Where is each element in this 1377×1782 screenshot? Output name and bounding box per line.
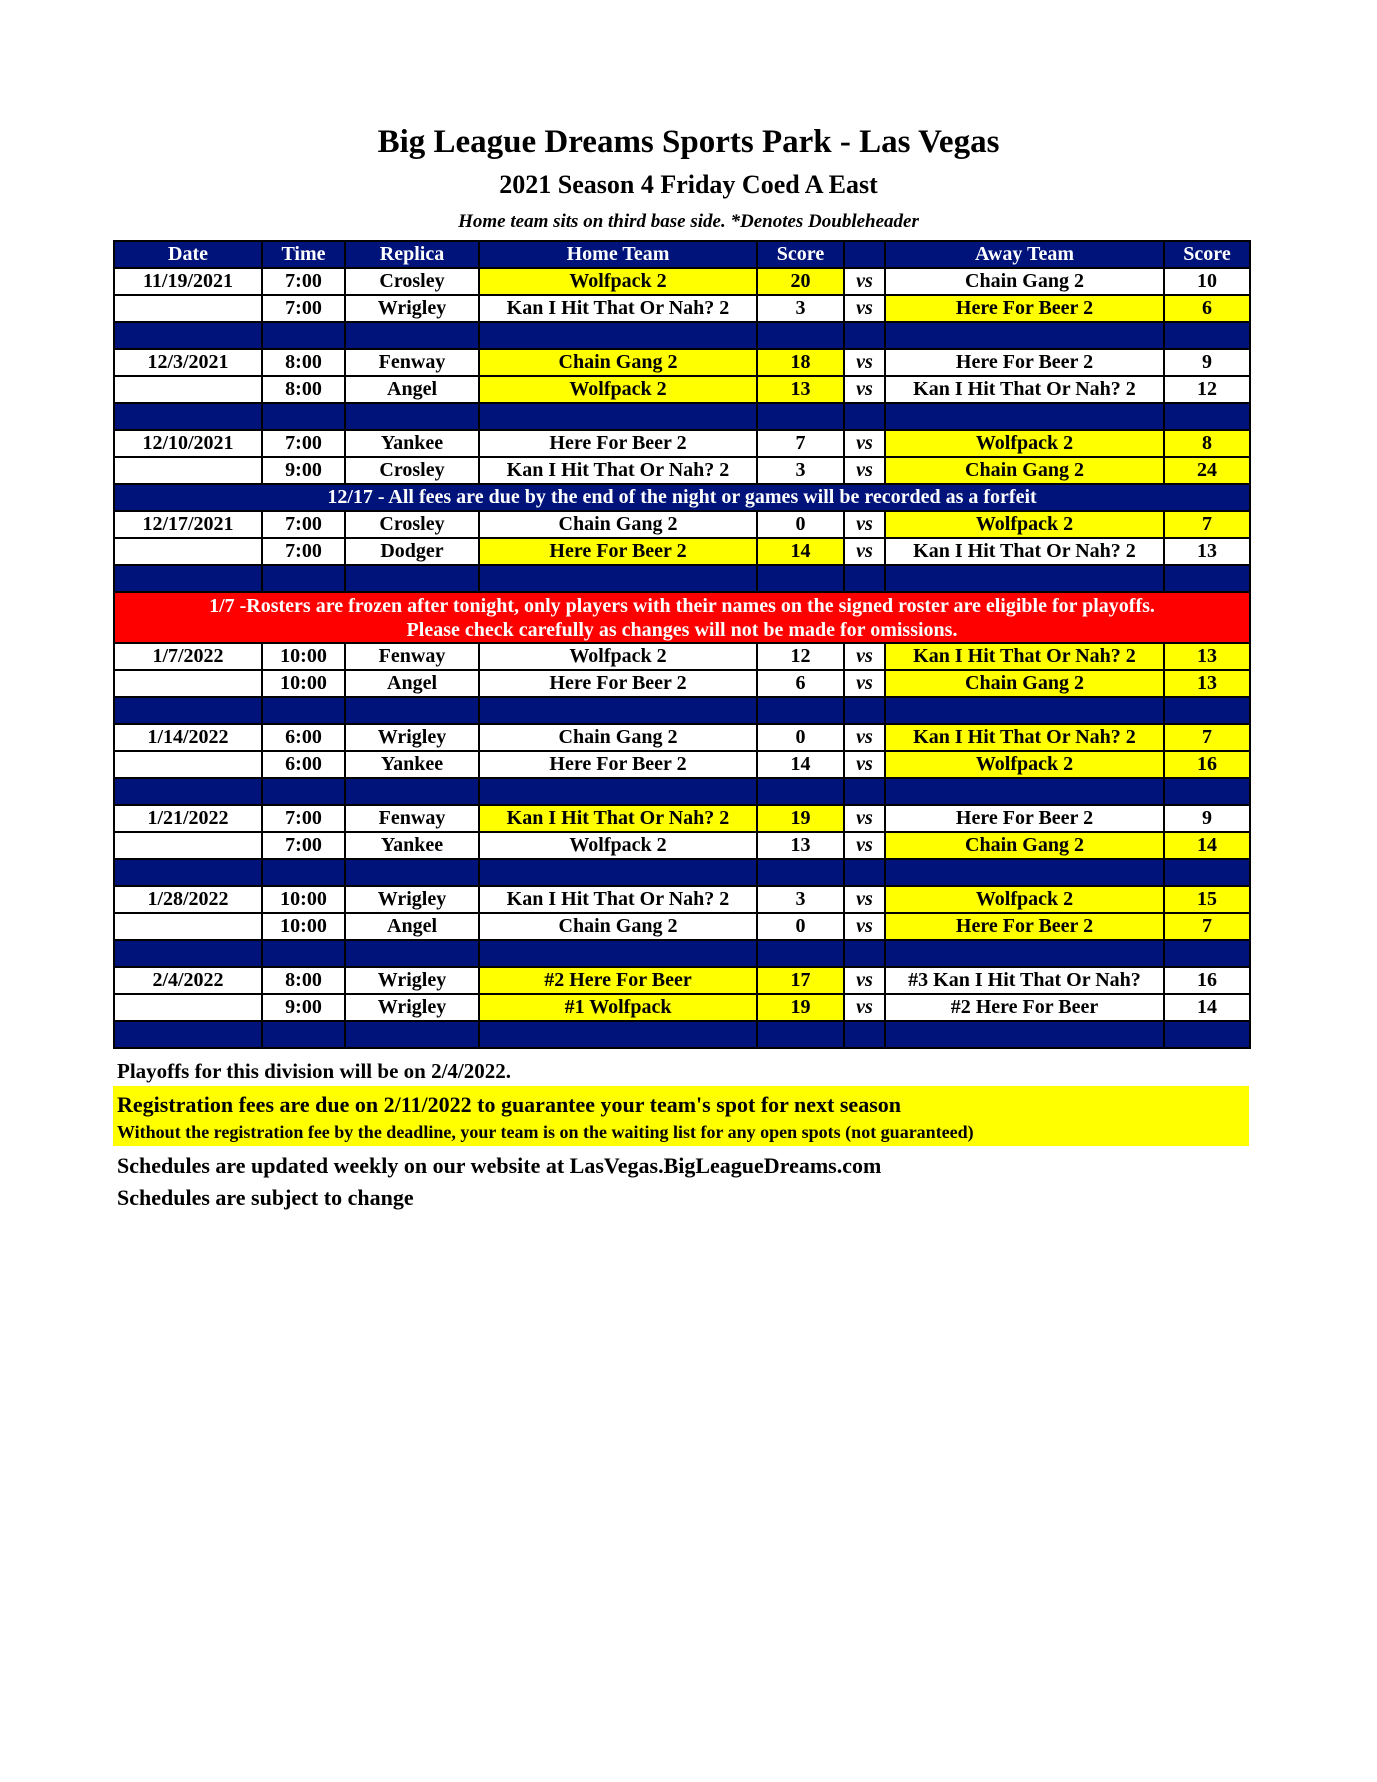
fee-notice-row — [114, 484, 1250, 511]
game-row — [114, 511, 1250, 538]
separator-cell — [885, 859, 1164, 886]
vs-label: vs — [844, 295, 885, 322]
separator-cell — [885, 940, 1164, 967]
separator-cell — [757, 322, 844, 349]
separator-cell — [345, 697, 479, 724]
away-score: 16 — [1164, 967, 1250, 994]
separator-cell — [885, 322, 1164, 349]
away-score: 8 — [1164, 430, 1250, 457]
home-score: 19 — [757, 994, 844, 1021]
vs-label: vs — [844, 913, 885, 940]
away-score: 7 — [1164, 511, 1250, 538]
game-row — [114, 430, 1250, 457]
separator-cell — [345, 778, 479, 805]
separator-row — [114, 565, 1250, 592]
game-field: Fenway — [345, 349, 479, 376]
away-score: 14 — [1164, 832, 1250, 859]
game-field: Wrigley — [345, 886, 479, 913]
separator-cell — [844, 403, 885, 430]
separator-cell — [1164, 403, 1250, 430]
separator-row — [114, 403, 1250, 430]
game-field: Wrigley — [345, 295, 479, 322]
separator-cell — [262, 1021, 345, 1048]
away-score: 16 — [1164, 751, 1250, 778]
game-time: 8:00 — [262, 349, 345, 376]
game-field: Angel — [345, 913, 479, 940]
vs-label: vs — [844, 457, 885, 484]
game-date: 12/10/2021 — [114, 430, 262, 457]
away-team: Wolfpack 2 — [885, 430, 1164, 457]
separator-cell — [757, 859, 844, 886]
away-team: Here For Beer 2 — [885, 913, 1164, 940]
home-score: 3 — [757, 457, 844, 484]
home-score: 13 — [757, 376, 844, 403]
game-time: 10:00 — [262, 886, 345, 913]
home-team: Wolfpack 2 — [479, 268, 757, 295]
game-row — [114, 832, 1250, 859]
separator-cell — [114, 565, 262, 592]
game-time: 9:00 — [262, 457, 345, 484]
separator-cell — [844, 697, 885, 724]
away-score: 7 — [1164, 913, 1250, 940]
separator-cell — [844, 778, 885, 805]
game-row — [114, 913, 1250, 940]
game-field: Crosley — [345, 268, 479, 295]
game-date: 12/3/2021 — [114, 349, 262, 376]
away-team: Kan I Hit That Or Nah? 2 — [885, 724, 1164, 751]
game-time: 6:00 — [262, 724, 345, 751]
home-score: 0 — [757, 511, 844, 538]
separator-cell — [479, 565, 757, 592]
header-row — [114, 241, 1250, 268]
away-score: 13 — [1164, 643, 1250, 670]
separator-cell — [885, 565, 1164, 592]
away-team: Kan I Hit That Or Nah? 2 — [885, 376, 1164, 403]
game-field: Wrigley — [345, 724, 479, 751]
away-score: 14 — [1164, 994, 1250, 1021]
home-score: 19 — [757, 805, 844, 832]
away-team: Wolfpack 2 — [885, 511, 1164, 538]
away-score: 7 — [1164, 724, 1250, 751]
game-field: Crosley — [345, 511, 479, 538]
game-row — [114, 268, 1250, 295]
game-time: 8:00 — [262, 376, 345, 403]
fee-notice: 12/17 - All fees are due by the end of the night or games will be recorded as a forfeit — [114, 484, 1250, 511]
away-score: 9 — [1164, 805, 1250, 832]
home-score: 0 — [757, 724, 844, 751]
game-field: Angel — [345, 670, 479, 697]
game-date — [114, 751, 262, 778]
separator-cell — [479, 859, 757, 886]
home-team: Kan I Hit That Or Nah? 2 — [479, 295, 757, 322]
playoffs-note: Playoffs for this division will be on 2/4/2022. — [117, 1059, 511, 1083]
separator-cell — [885, 697, 1164, 724]
home-score: 6 — [757, 670, 844, 697]
away-team: Here For Beer 2 — [885, 295, 1164, 322]
home-team: Wolfpack 2 — [479, 376, 757, 403]
separator-cell — [844, 940, 885, 967]
away-score: 15 — [1164, 886, 1250, 913]
away-team: Chain Gang 2 — [885, 832, 1164, 859]
home-team: Here For Beer 2 — [479, 670, 757, 697]
vs-label: vs — [844, 724, 885, 751]
vs-label: vs — [844, 376, 885, 403]
game-time: 9:00 — [262, 994, 345, 1021]
game-date — [114, 913, 262, 940]
separator-cell — [1164, 322, 1250, 349]
column-header-home-score: Score — [757, 241, 844, 268]
home-team: Chain Gang 2 — [479, 913, 757, 940]
away-score: 13 — [1164, 670, 1250, 697]
home-team: Chain Gang 2 — [479, 724, 757, 751]
separator-cell — [479, 1021, 757, 1048]
home-score: 12 — [757, 643, 844, 670]
game-row — [114, 376, 1250, 403]
separator-cell — [885, 778, 1164, 805]
game-date: 1/21/2022 — [114, 805, 262, 832]
roster-alert-line-2: Please check carefully as changes will not be made for omissions. — [406, 618, 958, 641]
game-date — [114, 457, 262, 484]
game-field: Fenway — [345, 805, 479, 832]
separator-row — [114, 322, 1250, 349]
column-header-date: Date — [114, 241, 262, 268]
game-date: 1/14/2022 — [114, 724, 262, 751]
page-subtitle: 2021 Season 4 Friday Coed A East — [499, 170, 878, 199]
separator-cell — [757, 778, 844, 805]
vs-label: vs — [844, 349, 885, 376]
separator-cell — [345, 859, 479, 886]
roster-alert-row — [114, 592, 1250, 643]
separator-cell — [262, 403, 345, 430]
game-time: 7:00 — [262, 538, 345, 565]
game-time: 7:00 — [262, 832, 345, 859]
game-row — [114, 805, 1250, 832]
vs-label: vs — [844, 751, 885, 778]
column-header-vs — [844, 241, 885, 268]
home-score: 14 — [757, 751, 844, 778]
home-team: Kan I Hit That Or Nah? 2 — [479, 805, 757, 832]
separator-cell — [262, 859, 345, 886]
away-team: Here For Beer 2 — [885, 805, 1164, 832]
registration-subnote: Without the registration fee by the deadline, your team is on the waiting list for any open spots (not guaranteed) — [117, 1122, 974, 1142]
game-row — [114, 349, 1250, 376]
separator-cell — [262, 697, 345, 724]
home-team: Here For Beer 2 — [479, 751, 757, 778]
vs-label: vs — [844, 538, 885, 565]
away-team: #2 Here For Beer — [885, 994, 1164, 1021]
home-team: Here For Beer 2 — [479, 430, 757, 457]
vs-label: vs — [844, 967, 885, 994]
home-score: 3 — [757, 295, 844, 322]
away-team: Kan I Hit That Or Nah? 2 — [885, 538, 1164, 565]
registration-notice: Registration fees are due on 2/11/2022 to guarantee your team's spot for next season — [117, 1092, 901, 1117]
home-score: 13 — [757, 832, 844, 859]
game-row — [114, 724, 1250, 751]
game-time: 6:00 — [262, 751, 345, 778]
separator-cell — [844, 859, 885, 886]
game-field: Yankee — [345, 430, 479, 457]
game-date: 1/7/2022 — [114, 643, 262, 670]
separator-cell — [345, 565, 479, 592]
game-time: 8:00 — [262, 967, 345, 994]
away-team: Wolfpack 2 — [885, 751, 1164, 778]
game-date — [114, 670, 262, 697]
away-team: Chain Gang 2 — [885, 457, 1164, 484]
separator-cell — [262, 778, 345, 805]
separator-cell — [844, 1021, 885, 1048]
game-field: Dodger — [345, 538, 479, 565]
game-field: Yankee — [345, 832, 479, 859]
game-row — [114, 643, 1250, 670]
game-row — [114, 457, 1250, 484]
separator-cell — [114, 1021, 262, 1048]
separator-cell — [262, 940, 345, 967]
game-field: Yankee — [345, 751, 479, 778]
subject-to-change-note: Schedules are subject to change — [117, 1185, 414, 1210]
separator-cell — [345, 1021, 479, 1048]
separator-cell — [885, 1021, 1164, 1048]
separator-cell — [479, 697, 757, 724]
away-score: 9 — [1164, 349, 1250, 376]
game-date — [114, 538, 262, 565]
game-time: 7:00 — [262, 430, 345, 457]
home-team: #1 Wolfpack — [479, 994, 757, 1021]
away-team: #3 Kan I Hit That Or Nah? — [885, 967, 1164, 994]
game-row — [114, 538, 1250, 565]
separator-cell — [757, 940, 844, 967]
separator-cell — [479, 403, 757, 430]
separator-cell — [262, 322, 345, 349]
game-date — [114, 994, 262, 1021]
game-time: 7:00 — [262, 295, 345, 322]
home-score: 14 — [757, 538, 844, 565]
separator-cell — [479, 940, 757, 967]
separator-cell — [1164, 697, 1250, 724]
vs-label: vs — [844, 511, 885, 538]
away-team: Here For Beer 2 — [885, 349, 1164, 376]
home-team: Kan I Hit That Or Nah? 2 — [479, 457, 757, 484]
separator-cell — [1164, 565, 1250, 592]
game-row — [114, 751, 1250, 778]
away-score: 10 — [1164, 268, 1250, 295]
game-date — [114, 832, 262, 859]
separator-cell — [114, 403, 262, 430]
separator-cell — [757, 1021, 844, 1048]
away-team: Wolfpack 2 — [885, 886, 1164, 913]
home-team: Chain Gang 2 — [479, 511, 757, 538]
home-team: #2 Here For Beer — [479, 967, 757, 994]
game-time: 7:00 — [262, 268, 345, 295]
game-time: 10:00 — [262, 913, 345, 940]
game-row — [114, 967, 1250, 994]
game-time: 7:00 — [262, 805, 345, 832]
game-date — [114, 376, 262, 403]
game-row — [114, 886, 1250, 913]
separator-cell — [757, 697, 844, 724]
game-field: Angel — [345, 376, 479, 403]
separator-cell — [114, 859, 262, 886]
game-row — [114, 670, 1250, 697]
home-score: 3 — [757, 886, 844, 913]
away-score: 24 — [1164, 457, 1250, 484]
home-score: 18 — [757, 349, 844, 376]
away-team: Chain Gang 2 — [885, 268, 1164, 295]
column-header-away-score: Score — [1164, 241, 1250, 268]
home-team: Kan I Hit That Or Nah? 2 — [479, 886, 757, 913]
separator-cell — [479, 322, 757, 349]
home-score: 7 — [757, 430, 844, 457]
game-field: Wrigley — [345, 994, 479, 1021]
separator-cell — [114, 322, 262, 349]
separator-cell — [114, 778, 262, 805]
website-note: Schedules are updated weekly on our website at LasVegas.BigLeagueDreams.com — [117, 1153, 882, 1178]
separator-cell — [757, 403, 844, 430]
away-score: 12 — [1164, 376, 1250, 403]
game-date: 1/28/2022 — [114, 886, 262, 913]
separator-cell — [114, 697, 262, 724]
separator-cell — [262, 565, 345, 592]
separator-cell — [114, 940, 262, 967]
game-date: 12/17/2021 — [114, 511, 262, 538]
game-time: 10:00 — [262, 670, 345, 697]
roster-alert-line-1: 1/7 -Rosters are frozen after tonight, only players with their names on the signed roster are eligible for playoffs. — [209, 594, 1155, 617]
away-score: 6 — [1164, 295, 1250, 322]
home-team-note: Home team sits on third base side. *Denotes Doubleheader — [458, 211, 919, 232]
game-field: Wrigley — [345, 967, 479, 994]
home-team: Chain Gang 2 — [479, 349, 757, 376]
game-row — [114, 295, 1250, 322]
vs-label: vs — [844, 643, 885, 670]
column-header-home-team: Home Team — [479, 241, 757, 268]
game-date — [114, 295, 262, 322]
home-score: 20 — [757, 268, 844, 295]
separator-row — [114, 859, 1250, 886]
game-date: 2/4/2022 — [114, 967, 262, 994]
vs-label: vs — [844, 886, 885, 913]
home-score: 0 — [757, 913, 844, 940]
home-score: 17 — [757, 967, 844, 994]
vs-label: vs — [844, 805, 885, 832]
page-title: Big League Dreams Sports Park - Las Vegas — [377, 124, 1000, 160]
vs-label: vs — [844, 994, 885, 1021]
game-field: Fenway — [345, 643, 479, 670]
home-team: Wolfpack 2 — [479, 643, 757, 670]
separator-cell — [885, 403, 1164, 430]
separator-row — [114, 697, 1250, 724]
separator-cell — [1164, 859, 1250, 886]
roster-alert — [114, 592, 1250, 643]
separator-row — [114, 778, 1250, 805]
home-team: Here For Beer 2 — [479, 538, 757, 565]
separator-cell — [757, 565, 844, 592]
home-team: Wolfpack 2 — [479, 832, 757, 859]
game-field: Crosley — [345, 457, 479, 484]
separator-cell — [345, 403, 479, 430]
separator-row — [114, 1021, 1250, 1048]
away-team: Kan I Hit That Or Nah? 2 — [885, 643, 1164, 670]
schedule-body — [114, 268, 1250, 1048]
separator-cell — [1164, 1021, 1250, 1048]
vs-label: vs — [844, 832, 885, 859]
separator-cell — [479, 778, 757, 805]
column-header-away-team: Away Team — [885, 241, 1164, 268]
game-time: 10:00 — [262, 643, 345, 670]
vs-label: vs — [844, 268, 885, 295]
game-row — [114, 994, 1250, 1021]
column-header-time: Time — [262, 241, 345, 268]
game-time: 7:00 — [262, 511, 345, 538]
separator-row — [114, 940, 1250, 967]
separator-cell — [1164, 940, 1250, 967]
vs-label: vs — [844, 670, 885, 697]
game-date: 11/19/2021 — [114, 268, 262, 295]
separator-cell — [345, 940, 479, 967]
separator-cell — [345, 322, 479, 349]
away-team: Chain Gang 2 — [885, 670, 1164, 697]
column-header-replica: Replica — [345, 241, 479, 268]
vs-label: vs — [844, 430, 885, 457]
separator-cell — [844, 565, 885, 592]
away-score: 13 — [1164, 538, 1250, 565]
separator-cell — [1164, 778, 1250, 805]
schedule-table — [113, 240, 1251, 1049]
separator-cell — [844, 322, 885, 349]
